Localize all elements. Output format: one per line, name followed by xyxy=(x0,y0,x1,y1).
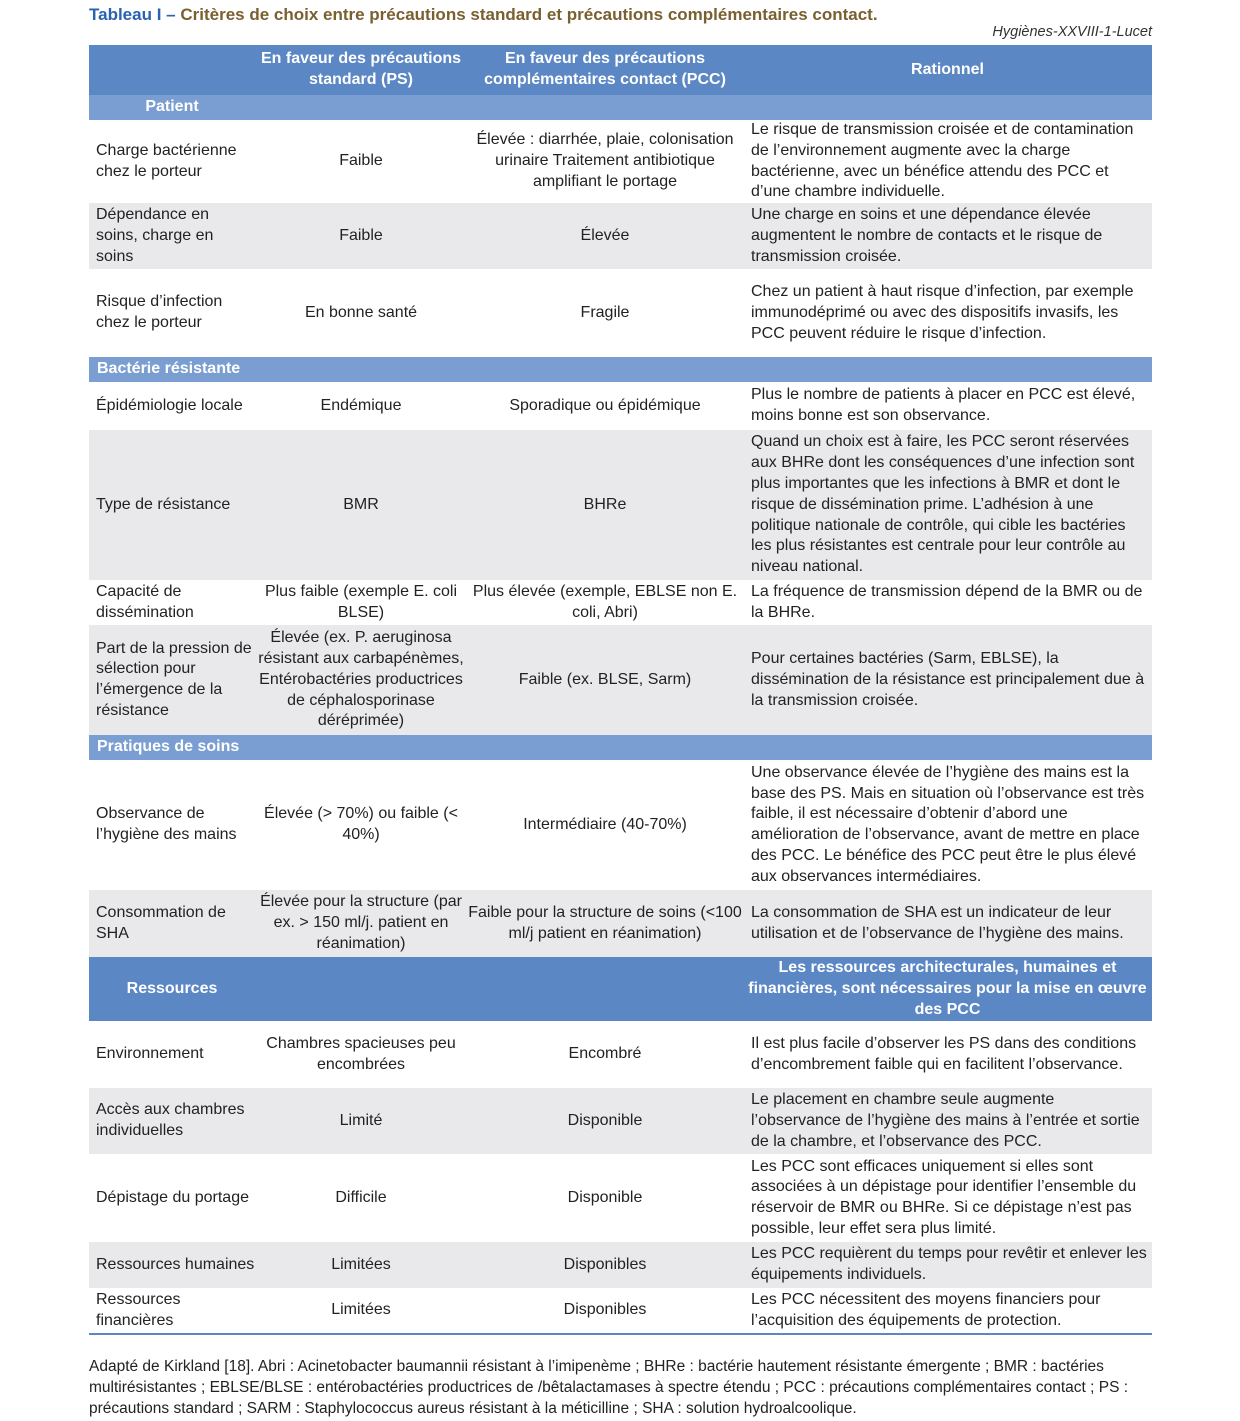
criterion-cell: Part de la pression de sélection pour l’émergence de la résistance xyxy=(89,625,255,735)
pcc-cell: Disponible xyxy=(467,1088,743,1154)
rationale-cell: Les PCC requièrent du temps pour revêtir et enlever les équipements individuels. xyxy=(743,1242,1152,1288)
table-row xyxy=(89,1154,1152,1242)
criterion-cell: Épidémiologie locale xyxy=(89,382,255,430)
pcc-cell: Disponibles xyxy=(467,1288,743,1334)
pcc-cell: Plus élevée (exemple, EBLSE non E. coli, Abri) xyxy=(467,580,743,625)
table-row xyxy=(89,430,1152,580)
header-pcc: En faveur des précautions complémentaires contact (PCC) xyxy=(467,45,743,95)
rationale-cell: Le risque de transmission croisée et de contamination de l’environnement augmente avec la charge bactérienne, avec un bénéfice attendu des PCC et d’une chambre individuelle. xyxy=(743,120,1152,203)
criterion-cell: Dépistage du portage xyxy=(89,1154,255,1242)
pcc-cell: Élevée : diarrhée, plaie, colonisation urinaire Traitement antibiotique amplifiant le portage xyxy=(467,120,743,203)
table-footnote: Adapté de Kirkland [18]. Abri : Acinetobacter baumannii résistant à l’imipenème ; BHRe : bactérie hautement résistante émergente ; BMR : bactéries multirésistantes ; EBLSE/BLSE : entérobactéries productrices de /bêtalactamases à spectre étendu ; PCC : précautions complémentaires contact ; PS : précautions standard ; SARM : Staphylococcus aureus résistant à la méticilline ; SHA : solution hydroalcoolique. xyxy=(89,1358,1129,1417)
table-row xyxy=(89,760,1152,890)
pcc-cell: Sporadique ou épidémique xyxy=(467,382,743,430)
criterion-cell: Charge bactérienne chez le porteur xyxy=(89,120,255,203)
criterion-cell: Observance de l’hygiène des mains xyxy=(89,760,255,890)
ps-cell: Élevée pour la structure (par ex. > 150 ml/j. patient en réanimation) xyxy=(255,890,467,957)
rationale-cell: Pour certaines bactéries (Sarm, EBLSE), la dissémination de la résistance est principalement due à la transmission croisée. xyxy=(743,625,1152,735)
table-number: Tableau I – xyxy=(89,5,176,24)
criterion-cell: Risque d’infection chez le porteur xyxy=(89,269,255,357)
section-label: Patient xyxy=(89,95,255,120)
ps-cell: Élevée (ex. P. aeruginosa résistant aux carbapénèmes, Entérobactéries productrices de céphalosporinase déréprimée) xyxy=(255,625,467,735)
table-row xyxy=(89,1242,1152,1288)
source-reference: Hygiènes-XXVIII-1-Lucet xyxy=(992,24,1152,40)
header-rationale: Rationnel xyxy=(743,45,1152,95)
section-row-patient xyxy=(89,95,1152,120)
section-note: Les ressources architecturales, humaines et financières, sont nécessaires pour la mise en œuvre des PCC xyxy=(743,957,1152,1021)
rationale-cell: Une charge en soins et une dépendance élevée augmentent le nombre de contacts et le risque de transmission croisée. xyxy=(743,203,1152,269)
header-ps: En faveur des précautions standard (PS) xyxy=(255,45,467,95)
criterion-cell: Ressources humaines xyxy=(89,1242,255,1288)
rationale-cell: La consommation de SHA est un indicateur de leur utilisation et de l’observance de l’hygiène des mains. xyxy=(743,890,1152,957)
table-row xyxy=(89,890,1152,957)
pcc-cell: Disponible xyxy=(467,1154,743,1242)
pcc-cell: Encombré xyxy=(467,1021,743,1088)
rationale-cell: La fréquence de transmission dépend de la BMR ou de la BHRe. xyxy=(743,580,1152,625)
ps-cell: Élevée (> 70%) ou faible (< 40%) xyxy=(255,760,467,890)
header-criterion xyxy=(89,45,255,95)
section-row-resources xyxy=(89,957,1152,1021)
rationale-cell: Une observance élevée de l’hygiène des mains est la base des PS. Mais en situation où l’observance est très faible, il est nécessaire d’obtenir d’abord une amélioration de l’observance, avant de mettre en place des PCC. Le bénéfice des PCC peut être le plus élevé aux observances intermédiaires. xyxy=(743,760,1152,890)
pcc-cell: Intermédiaire (40-70%) xyxy=(467,760,743,890)
criterion-cell: Environnement xyxy=(89,1021,255,1088)
criteria-table xyxy=(89,45,1152,1335)
table-row xyxy=(89,1288,1152,1334)
pcc-cell: BHRe xyxy=(467,430,743,580)
pcc-cell: Élevée xyxy=(467,203,743,269)
ps-cell: Chambres spacieuses peu encombrées xyxy=(255,1021,467,1088)
ps-cell: Faible xyxy=(255,120,467,203)
ps-cell: Endémique xyxy=(255,382,467,430)
table-title: Critères de choix entre précautions standard et précautions complémentaires contact. xyxy=(180,5,878,24)
table-row xyxy=(89,269,1152,357)
rationale-cell: Chez un patient à haut risque d’infection, par exemple immunodéprimé ou avec des dispositifs invasifs, les PCC peuvent réduire le risque d’infection. xyxy=(743,269,1152,357)
section-row-care-practices xyxy=(89,735,1152,760)
ps-cell: Limitées xyxy=(255,1288,467,1334)
table-row xyxy=(89,625,1152,735)
table-row xyxy=(89,120,1152,203)
table-row xyxy=(89,382,1152,430)
pcc-cell: Faible (ex. BLSE, Sarm) xyxy=(467,625,743,735)
ps-cell: Difficile xyxy=(255,1154,467,1242)
ps-cell: Faible xyxy=(255,203,467,269)
section-row-bacteria xyxy=(89,357,1152,382)
pcc-cell: Disponibles xyxy=(467,1242,743,1288)
pcc-cell: Fragile xyxy=(467,269,743,357)
ps-cell: En bonne santé xyxy=(255,269,467,357)
criterion-cell: Capacité de dissémination xyxy=(89,580,255,625)
rationale-cell: Quand un choix est à faire, les PCC seront réservées aux BHRe dont les conséquences d’une infection sont plus importantes que les infections à BMR et dont le risque de dissémination prime. L’adhésion à une politique nationale de contrôle, qui cible les bactéries les plus résistantes est centrale pour leur contrôle au niveau national. xyxy=(743,430,1152,580)
header-row xyxy=(89,45,1152,95)
table-row xyxy=(89,203,1152,269)
rationale-cell: Les PCC nécessitent des moyens financiers pour l’acquisition des équipements de protection. xyxy=(743,1288,1152,1334)
rationale-cell: Plus le nombre de patients à placer en PCC est élevé, moins bonne est son observance. xyxy=(743,382,1152,430)
ps-cell: Limitées xyxy=(255,1242,467,1288)
table-row xyxy=(89,1021,1152,1088)
section-label: Ressources xyxy=(89,957,255,1021)
ps-cell: Limité xyxy=(255,1088,467,1154)
section-label: Pratiques de soins xyxy=(89,735,255,760)
ps-cell: BMR xyxy=(255,430,467,580)
table-caption xyxy=(89,5,878,25)
table-row xyxy=(89,1088,1152,1154)
section-label: Bactérie résistante xyxy=(89,357,255,382)
criterion-cell: Consommation de SHA xyxy=(89,890,255,957)
rationale-cell: Il est plus facile d’observer les PS dans des conditions d’encombrement faible qui en facilitent l’observance. xyxy=(743,1021,1152,1088)
criterion-cell: Accès aux chambres individuelles xyxy=(89,1088,255,1154)
pcc-cell: Faible pour la structure de soins (<100 ml/j patient en réanimation) xyxy=(467,890,743,957)
ps-cell: Plus faible (exemple E. coli BLSE) xyxy=(255,580,467,625)
criterion-cell: Type de résistance xyxy=(89,430,255,580)
criterion-cell: Dépendance en soins, charge en soins xyxy=(89,203,255,269)
rationale-cell: Les PCC sont efficaces uniquement si elles sont associées à un dépistage pour identifier l’ensemble du réservoir de BMR ou BHRe. Si ce dépistage n’est pas possible, leur effet sera plus limité. xyxy=(743,1154,1152,1242)
rationale-cell: Le placement en chambre seule augmente l’observance de l’hygiène des mains à l’entrée et sortie de la chambre, et l’observance des PCC. xyxy=(743,1088,1152,1154)
criterion-cell: Ressources financières xyxy=(89,1288,255,1334)
table-row xyxy=(89,580,1152,625)
